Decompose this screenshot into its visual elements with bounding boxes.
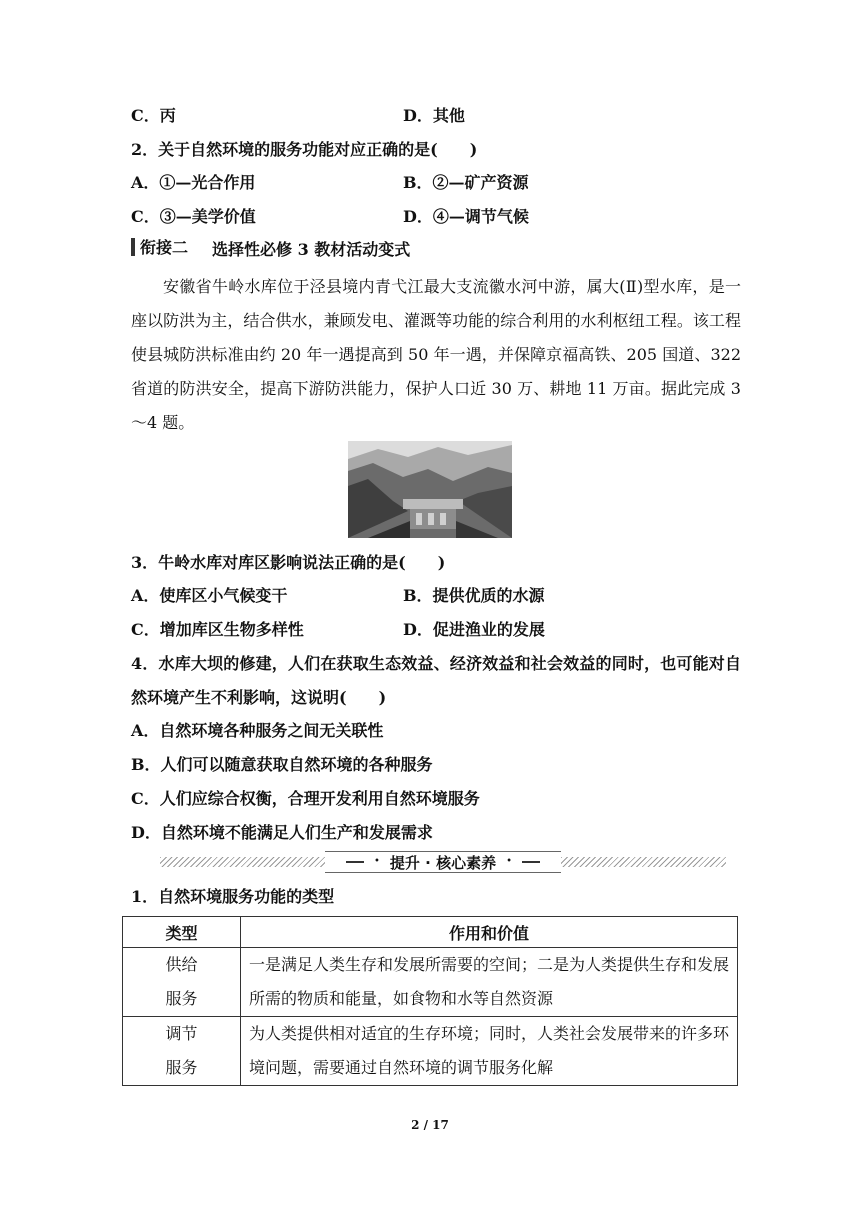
banner-hatch-left [160,857,325,867]
banner-dash-left [346,861,364,863]
table-header-type: 类型 [123,917,241,948]
question-3-option-a: A．使库区小气候变干 [131,586,288,605]
question-4-stem: 4．水库大坝的修建，人们在获取生态效益、经济效益和社会效益的同时，也可能对自然环境产生不利影响，这说明( ) [131,654,741,707]
question-2-option-d: D．④—调节气候 [403,207,529,226]
question-4-option-d: D．自然环境不能满足人们生产和发展需求 [131,823,433,842]
question-2-option-a: A．①—光合作用 [131,173,256,192]
type-line: 供给 [165,955,198,974]
type-line: 服务 [165,1058,198,1077]
question-3-option-b: B．提供优质的水源 [403,586,545,605]
banner-dot-left: • [374,856,380,867]
service-types-table [122,916,738,1086]
passage-text: 安徽省牛岭水库位于泾县境内青弋江最大支流徽水河中游，属大(Ⅱ)型水库，是一座以防洪为主，结合供水，兼顾发电、灌溉等功能的综合利用的水利枢纽工程。该工程使县城防洪标准由约 20 年一遇提高到 50 年一遇，并保障京福高铁、205 国道、322 省道的防洪安全，提高下游防洪能力，保护人口近 30 万、耕地 11 万亩。据此完成 3～4 题。 [131,277,741,432]
section-label: 衔接二 [140,238,189,257]
banner-title: 提升 · 核心素养 [389,853,497,872]
service-types-heading: 1．自然环境服务功能的类型 [131,887,335,906]
table-cell-description: 为人类提供相对适宜的生存环境；同时，人类社会发展带来的许多环境问题，需要通过自然环境的调节服务化解 [241,1017,738,1086]
banner-hatch-right [561,857,726,867]
question-2-option-b: B．②—矿产资源 [403,173,529,192]
banner-dash-right [522,861,540,863]
question-4-option-c: C．人们应综合权衡，合理开发利用自然环境服务 [131,789,480,808]
table-row [123,948,738,1017]
question-3-option-c: C．增加库区生物多样性 [131,620,304,639]
question-3-option-d: D．促进渔业的发展 [403,620,545,639]
banner-dot-right: • [506,856,512,867]
table-header-row [123,917,738,948]
option-c-prev: C．丙 [131,106,176,125]
type-line: 服务 [165,989,198,1008]
table-row [123,1017,738,1086]
reservoir-dam-photo [348,441,512,538]
question-4-option-b: B．人们可以随意获取自然环境的各种服务 [131,755,433,774]
question-2-option-c: C．③—美学价值 [131,207,256,226]
option-d-prev: D．其他 [403,106,465,125]
table-cell-type [123,948,241,1017]
table-cell-type [123,1017,241,1086]
table-header-value: 作用和价值 [241,917,738,948]
question-4-option-a: A．自然环境各种服务之间无关联性 [131,721,384,740]
table-cell-description: 一是满足人类生存和发展所需要的空间；二是为人类提供生存和发展所需的物质和能量，如食物和水等自然资源 [241,948,738,1017]
question-3-stem: 3．牛岭水库对库区影响说法正确的是( ) [131,553,446,572]
reservoir-photo-illustration [348,441,512,538]
section-title: 选择性必修 3 教材活动变式 [212,240,411,259]
section-banner [160,851,726,873]
section-marker-bar [131,238,135,256]
question-2-stem: 2．关于自然环境的服务功能对应正确的是( ) [131,140,478,159]
banner-tag [325,851,561,873]
page-number: 2 / 17 [411,1118,449,1132]
type-line: 调节 [165,1024,198,1043]
